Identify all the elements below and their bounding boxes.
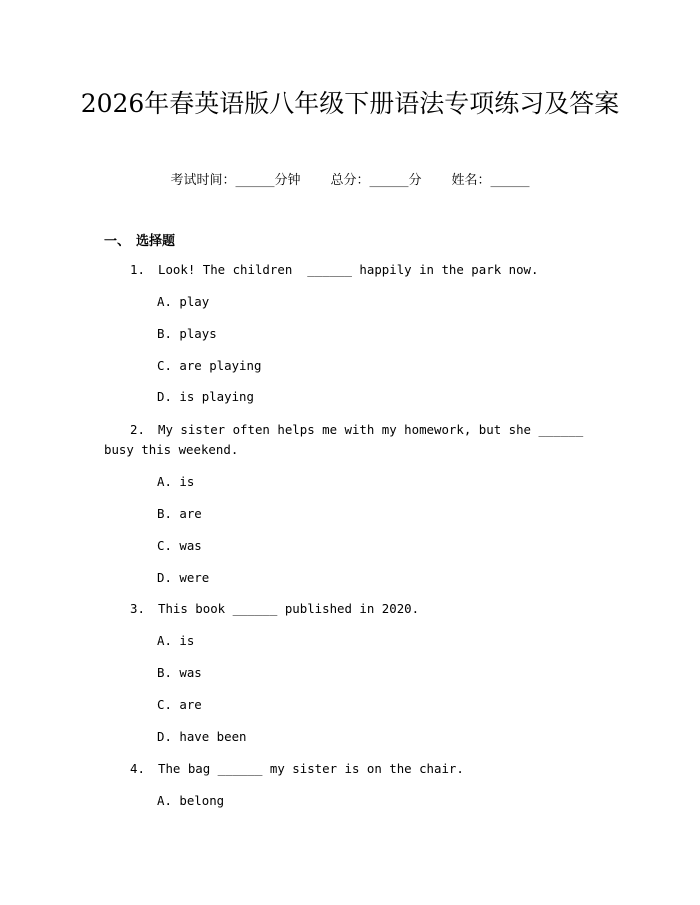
section-title: 选择题: [136, 234, 176, 249]
question-text: Look! The children ______ happily in the park now.: [158, 262, 539, 277]
question-1: [104, 260, 594, 280]
exam-info: [0, 169, 700, 188]
question-text: My sister often helps me with my homework, but she ______ busy this weekend.: [104, 422, 584, 457]
option-1a: A. play: [157, 294, 210, 309]
question-text: The bag ______ my sister is on the chair.: [158, 761, 464, 776]
option-1c: C. are playing: [157, 358, 262, 373]
page-title: 2026年春英语版八年级下册语法专项练习及答案: [80, 89, 620, 118]
question-number: 1.: [130, 262, 145, 277]
option-3c: C. are: [157, 697, 202, 712]
option-2c: C. was: [157, 538, 202, 553]
exam-time: 考试时间：______分钟: [170, 173, 301, 188]
question-2: [104, 420, 594, 460]
question-4: [104, 759, 594, 779]
student-name: 姓名：______: [451, 173, 530, 188]
total-score: 总分：______分: [330, 173, 422, 188]
option-2b: B. are: [157, 506, 202, 521]
question-number: 2.: [130, 422, 145, 437]
option-3a: A. is: [157, 633, 195, 648]
question-3: [104, 599, 594, 619]
section-number: 一、: [104, 234, 131, 249]
option-4a: A. belong: [157, 793, 225, 808]
option-2d: D. were: [157, 570, 210, 585]
question-number: 3.: [130, 601, 145, 616]
question-number: 4.: [130, 761, 145, 776]
section-heading: [104, 230, 175, 249]
option-1b: B. plays: [157, 326, 217, 341]
option-3d: D. have been: [157, 729, 247, 744]
option-1d: D. is playing: [157, 389, 254, 404]
question-text: This book ______ published in 2020.: [158, 601, 420, 616]
option-3b: B. was: [157, 665, 202, 680]
option-2a: A. is: [157, 474, 195, 489]
